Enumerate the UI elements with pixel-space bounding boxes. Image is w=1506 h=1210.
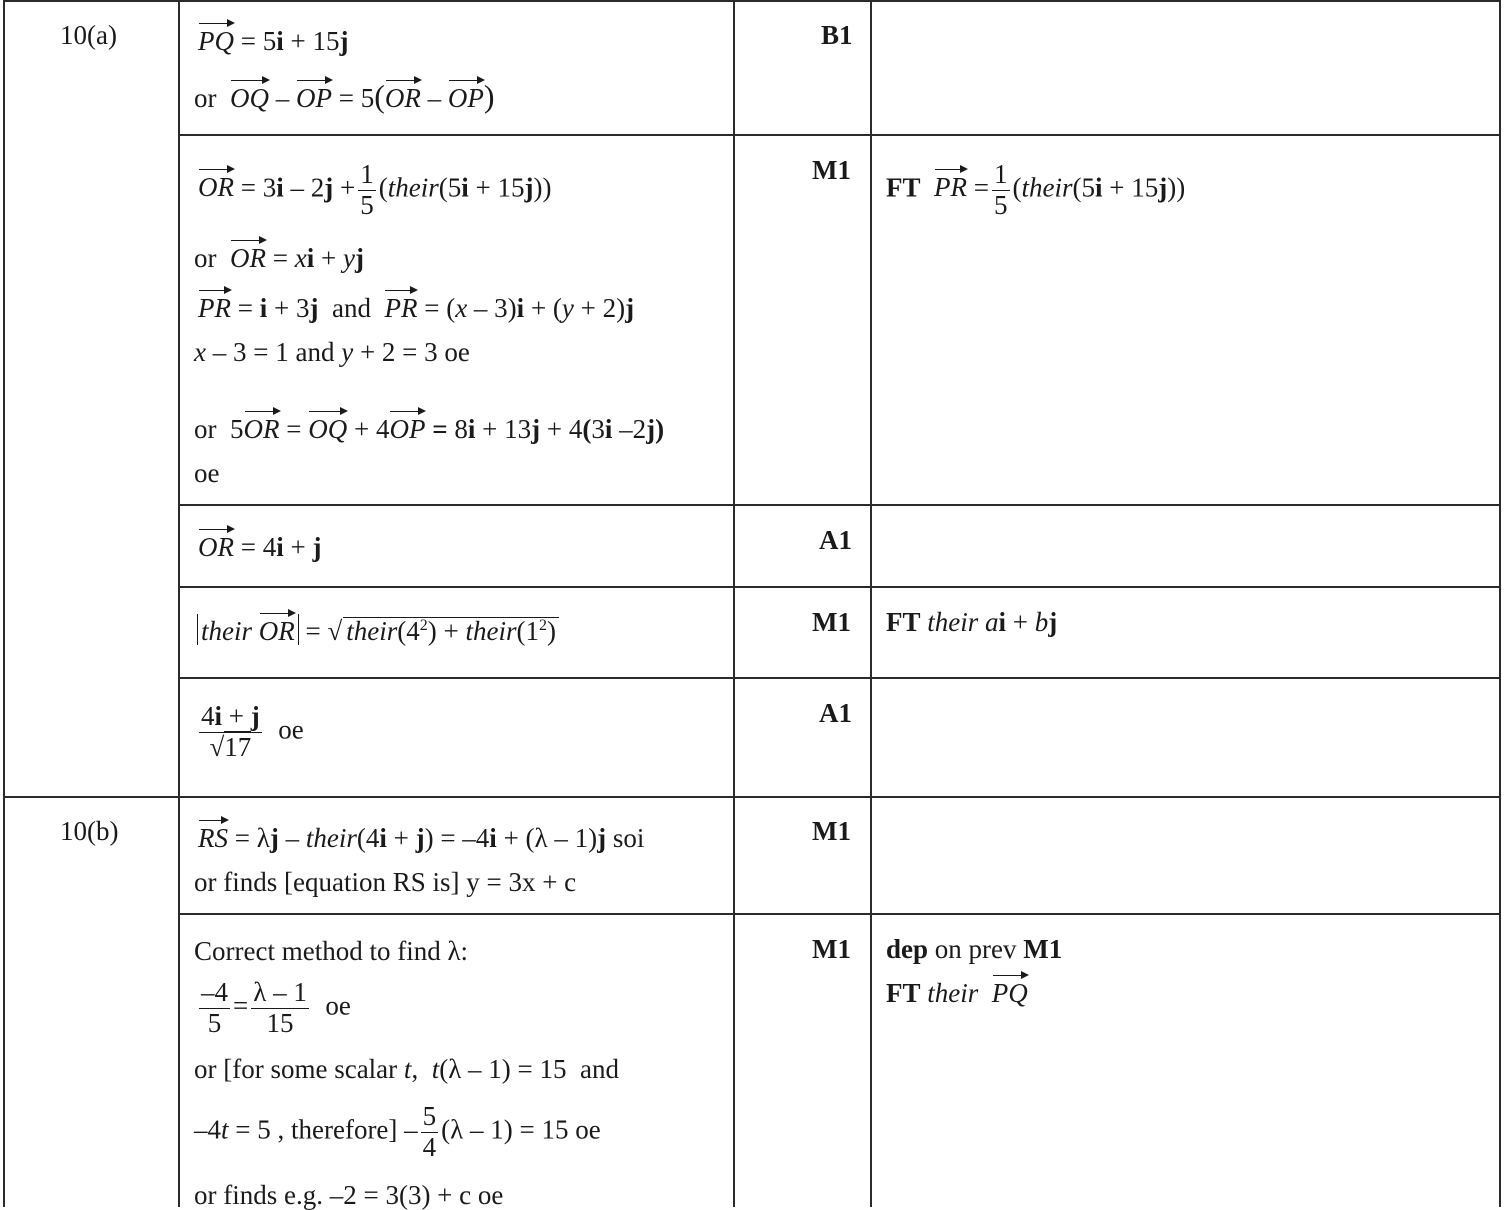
mark-10a-2: M1	[812, 155, 851, 185]
guidance-ft-ai-bj: FT their ai + bj	[886, 607, 1058, 637]
mark-10a-4: M1	[812, 607, 851, 637]
row-divider	[178, 134, 1501, 136]
method-rs: RS = λj – their(4i + j) = –4i + (λ – 1)j soi	[198, 823, 645, 853]
method-lambda-scalar-2: –4t = 5 , therefore] – $\frac{5}{4}$ (λ – 1) = 15 oe	[194, 1101, 601, 1162]
mark-10a-1: B1	[821, 20, 853, 50]
method-or-xy: or OR = xi + yj	[194, 243, 364, 273]
answer-pq: PQ = 5i + 15j	[198, 26, 349, 56]
table-border-right	[1499, 0, 1501, 1207]
question-label-10b: 10(b)	[60, 816, 119, 846]
guidance-ft-pq: FT their PQ	[886, 978, 1028, 1008]
method-pr-equations: PR = i + 3j and PR = (x – 3)i + (y + 2)j	[198, 293, 635, 323]
method-magnitude: their OR = √ $their(4^2)$ + $their(1^2)$	[197, 614, 559, 645]
method-lambda-scalar: or [for some scalar t, t(λ – 1) = 15 and	[194, 1054, 619, 1084]
method-or-expression: OR = 3i – 2j + $\frac{1}{5}$ (their(5i + 15j))	[198, 159, 552, 220]
row-divider	[178, 677, 1501, 679]
answer-pq-alt: or OQ – OP = 5(OR – OP)	[194, 78, 495, 114]
table-border-left	[3, 0, 5, 1207]
guidance-ft-pr: FT PR = $\frac{1}{5}$ (their(5i + 15j))	[886, 159, 1186, 220]
table-divider-3	[870, 0, 872, 1207]
table-border-top	[3, 0, 1501, 2]
guidance-dep: dep on prev M1	[886, 934, 1063, 964]
method-rs-line-equation: or finds [equation RS is] y = 3x + c	[194, 867, 577, 897]
method-alt-5or: or 5OR = OQ + 4OP = 8i + 13j + 4(3i –2j)	[194, 414, 665, 444]
answer-unit-vector: $\frac{4i + j}{√17}$ oe	[201, 701, 304, 762]
method-lambda-alt: or finds e.g. –2 = 3(3) + c oe	[194, 1180, 504, 1210]
method-lambda-ratio: $\frac{-4}{5}$ = $\frac{\lambda - 1}{15}$ oe	[201, 977, 351, 1038]
mark-10b-1: M1	[812, 816, 851, 846]
mark-10a-3: A1	[819, 525, 852, 555]
row-divider	[178, 586, 1501, 588]
mark-10b-2: M1	[812, 934, 851, 964]
method-oe: oe	[194, 458, 220, 488]
method-component-equations: x – 3 = 1 and y + 2 = 3 oe	[194, 337, 470, 367]
table-divider-2	[733, 0, 735, 1207]
table-divider-1	[178, 0, 180, 1207]
row-divider	[178, 913, 1501, 915]
question-label-10a: 10(a)	[60, 20, 117, 50]
method-lambda-heading: Correct method to find λ:	[194, 936, 469, 966]
mark-10a-5: A1	[819, 698, 852, 728]
answer-or: OR = 4i + j	[198, 532, 322, 562]
section-divider	[3, 796, 1501, 798]
row-divider	[178, 504, 1501, 506]
